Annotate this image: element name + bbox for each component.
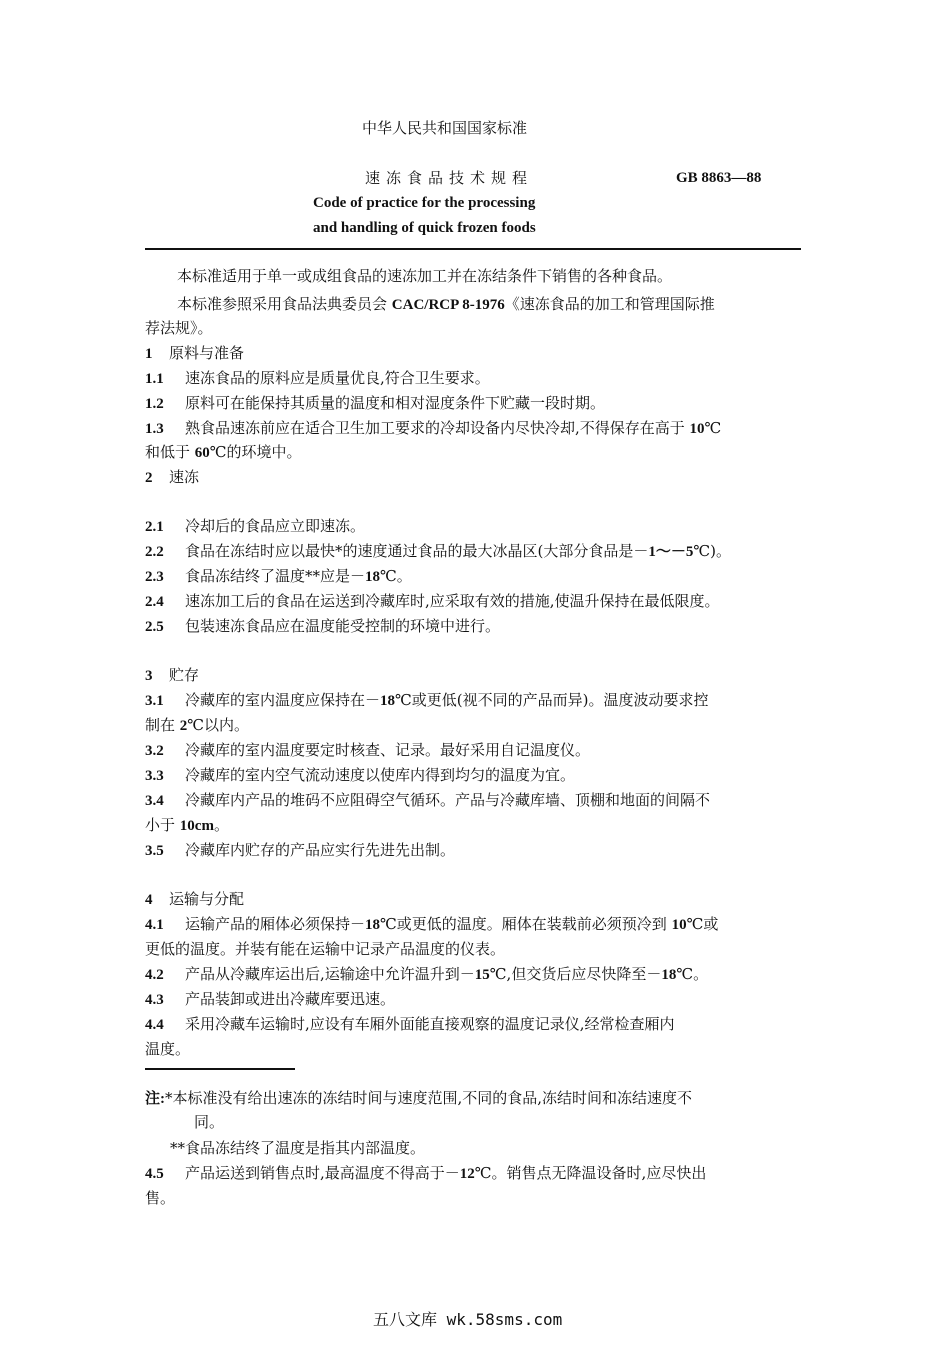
clause-2-2: 2.2 食品在冻结时应以最快*的速度通过食品的最大冰晶区(大部分食品是－1～－5℃)。	[145, 542, 732, 560]
clause-1-3: 1.3 熟食品速冻前应在适合卫生加工要求的冷却设备内尽快冷却,不得保存在高于 10℃	[145, 419, 722, 437]
section-4-heading: 4 运输与分配	[145, 890, 245, 908]
clause-3-1: 3.1 冷藏库的室内温度应保持在－18℃或更低(视不同的产品而异)。温度波动要求控	[145, 691, 709, 709]
clause-4-4: 4.4 采用冷藏车运输时,应设有车厢外面能直接观察的温度记录仪,经常检查厢内	[145, 1015, 675, 1033]
header-divider	[145, 248, 801, 250]
national-standard-title: 中华人民共和国国家标准	[362, 119, 528, 137]
clause-3-1-cont: 制在 2℃以内。	[145, 716, 250, 734]
footnote-1-cont: 同。	[194, 1113, 225, 1131]
clause-4-1: 4.1 运输产品的厢体必须保持－18℃或更低的温度。厢体在装载前必须预冷到 10℃或	[145, 915, 719, 933]
document-title-en-line2: and handling of quick frozen foods	[313, 220, 536, 236]
section-3-heading: 3 贮存	[145, 666, 200, 684]
document-title-en-line1: Code of practice for the processing	[313, 195, 536, 211]
intro-paragraph-1: 本标准适用于单一或成组食品的速冻加工并在冻结条件下销售的各种食品。	[177, 267, 673, 285]
clause-4-2: 4.2 产品从冷藏库运出后,运输途中允许温升到－15℃,但交货后应尽快降至－18℃。	[145, 965, 709, 983]
document-title-cn: 速冻食品技术规程	[365, 169, 534, 187]
intro-paragraph-2-cont: 荐法规》。	[145, 319, 213, 337]
footnote-divider	[145, 1068, 295, 1070]
footer-watermark: 五八文库 wk.58sms.com	[373, 1310, 563, 1329]
clause-2-5: 2.5 包装速冻食品应在温度能受控制的环境中进行。	[145, 617, 501, 635]
clause-3-5: 3.5 冷藏库内贮存的产品应实行先进先出制。	[145, 841, 456, 859]
footnote-1: 注:*本标准没有给出速冻的冻结时间与速度范围,不同的食品,冻结时间和冻结速度不	[145, 1089, 693, 1107]
clause-1-1: 1.1 速冻食品的原料应是质量优良,符合卫生要求。	[145, 369, 490, 387]
clause-4-5: 4.5 产品运送到销售点时,最高温度不得高于－12℃。销售点无降温设备时,应尽快出	[145, 1164, 707, 1182]
intro-paragraph-2: 本标准参照采用食品法典委员会 CAC/RCP 8-1976《速冻食品的加工和管理国际推	[177, 295, 715, 313]
clause-3-2: 3.2 冷藏库的室内温度要定时核查、记录。最好采用自记温度仪。	[145, 741, 591, 759]
clause-3-4-cont: 小于 10cm。	[145, 816, 229, 834]
standard-code: GB 8863—88	[676, 170, 762, 186]
clause-3-4: 3.4 冷藏库内产品的堆码不应阻碍空气循环。产品与冷藏库墙、顶棚和地面的间隔不	[145, 791, 711, 809]
clause-2-3: 2.3 食品冻结终了温度**应是－18℃。	[145, 567, 412, 585]
clause-3-3: 3.3 冷藏库的室内空气流动速度以使库内得到均匀的温度为宜。	[145, 766, 576, 784]
clause-4-5-cont: 售。	[145, 1189, 176, 1207]
clause-4-1-cont: 更低的温度。并装有能在运输中记录产品温度的仪表。	[145, 940, 506, 958]
clause-1-2: 1.2 原料可在能保持其质量的温度和相对湿度条件下贮藏一段时期。	[145, 394, 606, 412]
clause-4-3: 4.3 产品装卸或进出冷藏库要迅速。	[145, 990, 396, 1008]
footnote-2: **食品冻结终了温度是指其内部温度。	[170, 1139, 426, 1157]
clause-2-4: 2.4 速冻加工后的食品在运送到冷藏库时,应采取有效的措施,使温升保持在最低限度。	[145, 592, 720, 610]
section-1-heading: 1 原料与准备	[145, 344, 245, 362]
clause-4-4-cont: 温度。	[145, 1040, 191, 1058]
section-2-heading: 2 速冻	[145, 468, 200, 486]
clause-2-1: 2.1 冷却后的食品应立即速冻。	[145, 517, 366, 535]
clause-1-3-cont: 和低于 60℃的环境中。	[145, 443, 302, 461]
